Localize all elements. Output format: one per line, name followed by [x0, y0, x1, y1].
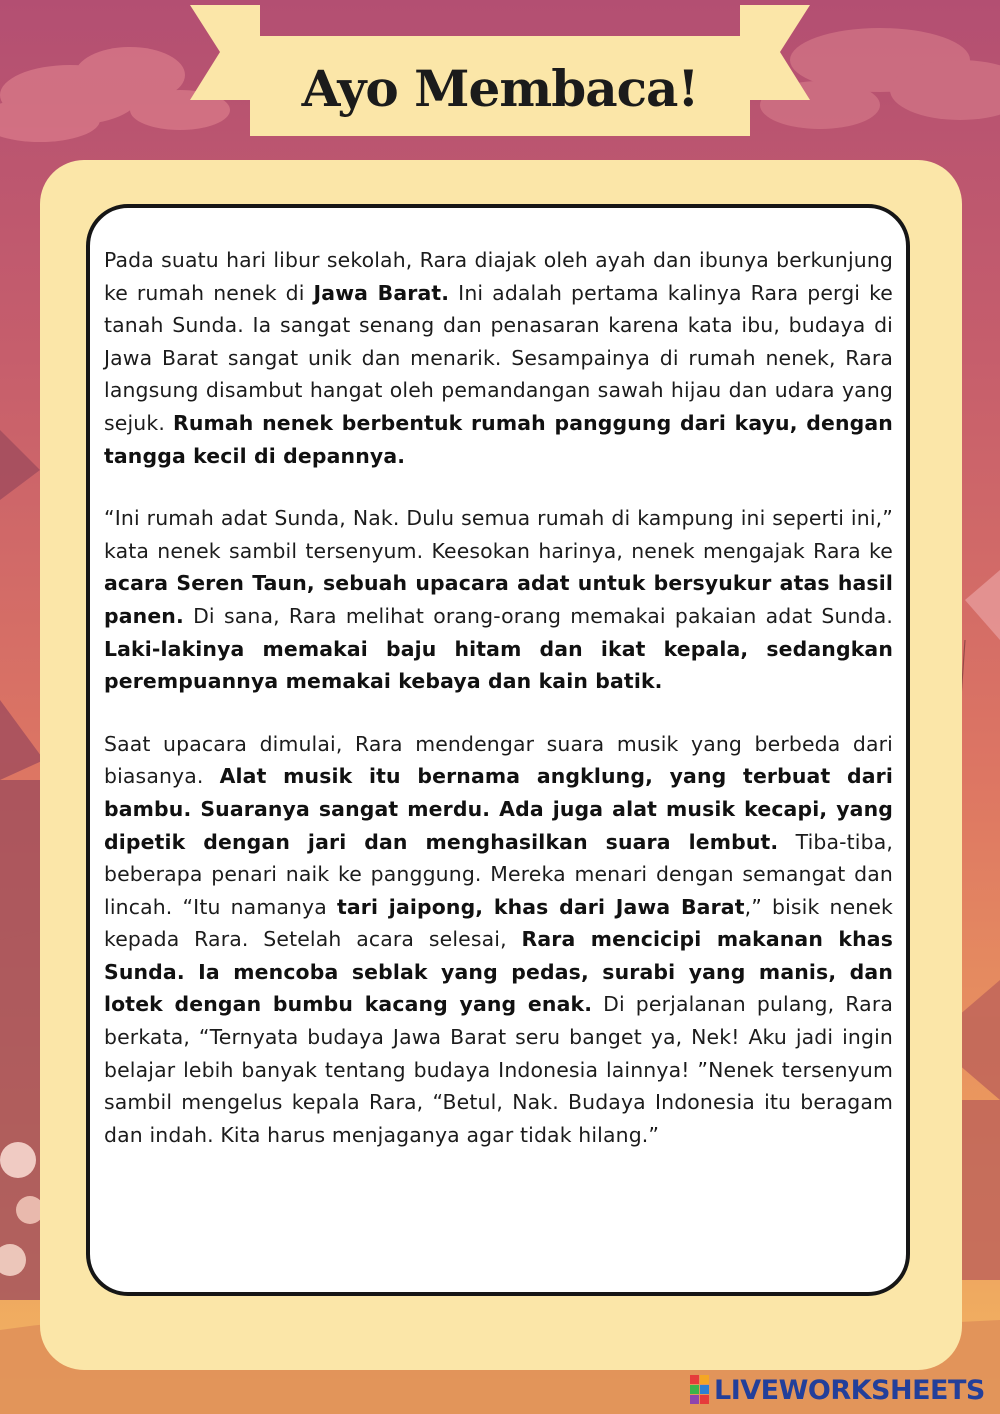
banner-right-ribbon — [740, 5, 810, 100]
story-paragraph-3: Saat upacara dimulai, Rara mendengar suara musik yang berbeda dari biasanya. Alat musik itu bernama angklung, yang terbuat dari bambu. Suaranya sangat merdu. Ada juga alat musik kecapi, yang dipetik dengan jari dan menghasilkan suara lembut. Tiba-tiba, beberapa penari naik ke panggung. Mereka menari dengan semangat dan lincah. “Itu namanya tari jaipong, khas dari Jawa Barat,” bisik nenek kepada Rara. Setelah acara selesai, Rara mencicipi makanan khas Sunda. Ia mencoba seblak yang pedas, surabi yang manis, dan lotek dengan bumbu kacang yang enak. Di perjalanan pulang, Rara berkata, “Ternyata budaya Jawa Barat seru banget ya, Nek! Aku jadi ingin belajar lebih banyak tentang budaya Indonesia lainnya! ”Nenek tersenyum sambil mengelus kepala Rara, “Betul, Nak. Budaya Indonesia itu beragam dan indah. Kita harus menjaganya agar tidak hilang.” — [104, 731, 894, 1147]
story-paragraph-2: “Ini rumah adat Sunda, Nak. Dulu semua rumah di kampung ini seperti ini,” kata nenek sambil tersenyum. Keesokan harinya, nenek mengajak Rara ke acara Seren Taun, sebuah upacara adat untuk bersyukur atas hasil panen. Di sana, Rara melihat orang-orang memakai pakaian adat Sunda. Laki-lakinya memakai baju hitam dan ikat kepala, sedangkan perempuannya memakai kebaya dan kain batik. — [104, 506, 893, 694]
story-paragraph-1: Pada suatu hari libur sekolah, Rara diajak oleh ayah dan ibunya berkunjung ke rumah nenek di Jawa Barat. Ini adalah pertama kalinya Rara pergi ke tanah Sunda. Ia sangat senang dan penasaran karena kata ibu, budaya di Jawa Barat sangat unik dan menarik. Sesampainya di rumah nenek, Rara langsung disambut hangat oleh pemandangan sawah hijau dan udara yang sejuk. Rumah nenek berbentuk rumah panggung dari kayu, dengan tangga kecil di depannya. — [104, 248, 893, 468]
brand-name: LIVEWORKSHEETS — [714, 1374, 985, 1406]
story-text-box — [86, 204, 910, 1296]
liveworksheets-brand[interactable] — [690, 1370, 985, 1410]
page-title: Ayo Membaca! — [301, 58, 699, 118]
liveworksheets-logo-icon — [690, 1375, 710, 1405]
